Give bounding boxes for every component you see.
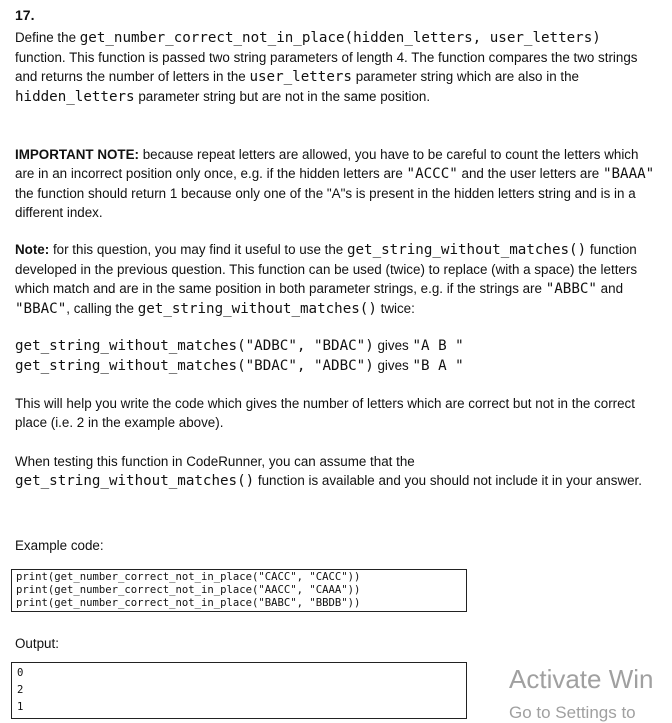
output-line: 0 <box>17 667 24 679</box>
important-text-3: the function should return 1 because only one of the "A"s is present in the hidden letters string and is in a different index. <box>15 186 636 220</box>
gives-text: gives <box>373 358 413 373</box>
output-label: Output: <box>15 636 59 651</box>
help-paragraph: This will help you write the code which gives the number of letters which are correct but not in the correct place (i.e. 2 in the example above). <box>15 396 635 430</box>
intro-paragraph <box>15 28 655 107</box>
example-call-line <box>15 336 655 356</box>
intro-text-2: function. This function is passed two string parameters of length 4. The function compares the two strings and returns the number of letters in the <box>15 50 638 84</box>
testing-text-1: When testing this function in CodeRunner, you can assume that the <box>15 454 415 469</box>
note-paragraph <box>15 240 655 319</box>
helper-function-name-3: get_string_without_matches() <box>15 473 255 489</box>
example-call-code: get_string_without_matches("ADBC", "BDAC") <box>15 338 374 354</box>
example-code-label: Example code: <box>15 538 104 553</box>
important-note-label: IMPORTANT NOTE: <box>15 147 139 162</box>
gives-text: gives <box>373 338 413 353</box>
helper-function-name-2: get_string_without_matches() <box>137 301 377 317</box>
note-text-5: twice: <box>376 301 415 316</box>
question-number: 17. <box>15 7 35 23</box>
testing-paragraph <box>15 452 655 491</box>
param-hidden-letters: hidden_letters <box>15 89 135 105</box>
code-line: print(get_number_correct_not_in_place("CACC", "CACC")) <box>16 571 361 583</box>
note-string-1: "ABBC" <box>545 281 597 297</box>
intro-text-3: parameter string which are also in the <box>351 69 579 84</box>
code-line: print(get_number_correct_not_in_place("AACC", "CAAA")) <box>16 584 361 596</box>
code-line: print(get_number_correct_not_in_place("BABC", "BBDB")) <box>16 597 361 609</box>
example-call-result: "A B " <box>412 338 464 354</box>
note-text-4: , calling the <box>66 301 138 316</box>
output-line: 1 <box>17 701 24 713</box>
example-user-string: "BAAA" <box>602 166 655 182</box>
output-box <box>11 662 467 719</box>
note-label: Note: <box>15 242 50 257</box>
note-text-1: for this question, you may find it useful to use the <box>49 242 347 257</box>
example-hidden-string: "ACCC" <box>406 166 458 182</box>
note-text-3: and <box>596 281 624 296</box>
output-line: 2 <box>17 684 24 696</box>
note-text-2: function developed in the previous question. This function can be used (twice) to replace (with a space) the letters which match and are in the same position in both parameter strings, e.g. if the strings are <box>15 242 638 296</box>
intro-text-4: parameter string but are not in the same position. <box>134 89 431 104</box>
important-text-2: and the user letters are <box>457 166 603 181</box>
testing-text-2: function is available and you should not include it in your answer. <box>254 473 642 488</box>
example-calls <box>15 336 655 376</box>
example-call-code: get_string_without_matches("BDAC", "ADBC") <box>15 358 374 374</box>
param-user-letters: user_letters <box>249 69 352 85</box>
important-text-1: because repeat letters are allowed, you have to be careful to count the letters which are in an incorrect position only once, e.g. if the hidden letters are <box>15 147 639 181</box>
activate-windows-watermark: Activate Win <box>509 664 654 694</box>
function-signature: get_number_correct_not_in_place(hidden_letters, user_letters) <box>79 30 601 46</box>
example-code-box <box>11 569 467 612</box>
note-string-2: "BBAC" <box>15 301 67 317</box>
intro-text-1: Define the <box>15 30 80 45</box>
important-note-paragraph <box>15 145 655 222</box>
example-call-line <box>15 356 655 376</box>
example-call-result: "B A " <box>412 358 464 374</box>
helper-function-name: get_string_without_matches() <box>346 242 587 258</box>
settings-watermark: Go to Settings to <box>509 703 636 722</box>
